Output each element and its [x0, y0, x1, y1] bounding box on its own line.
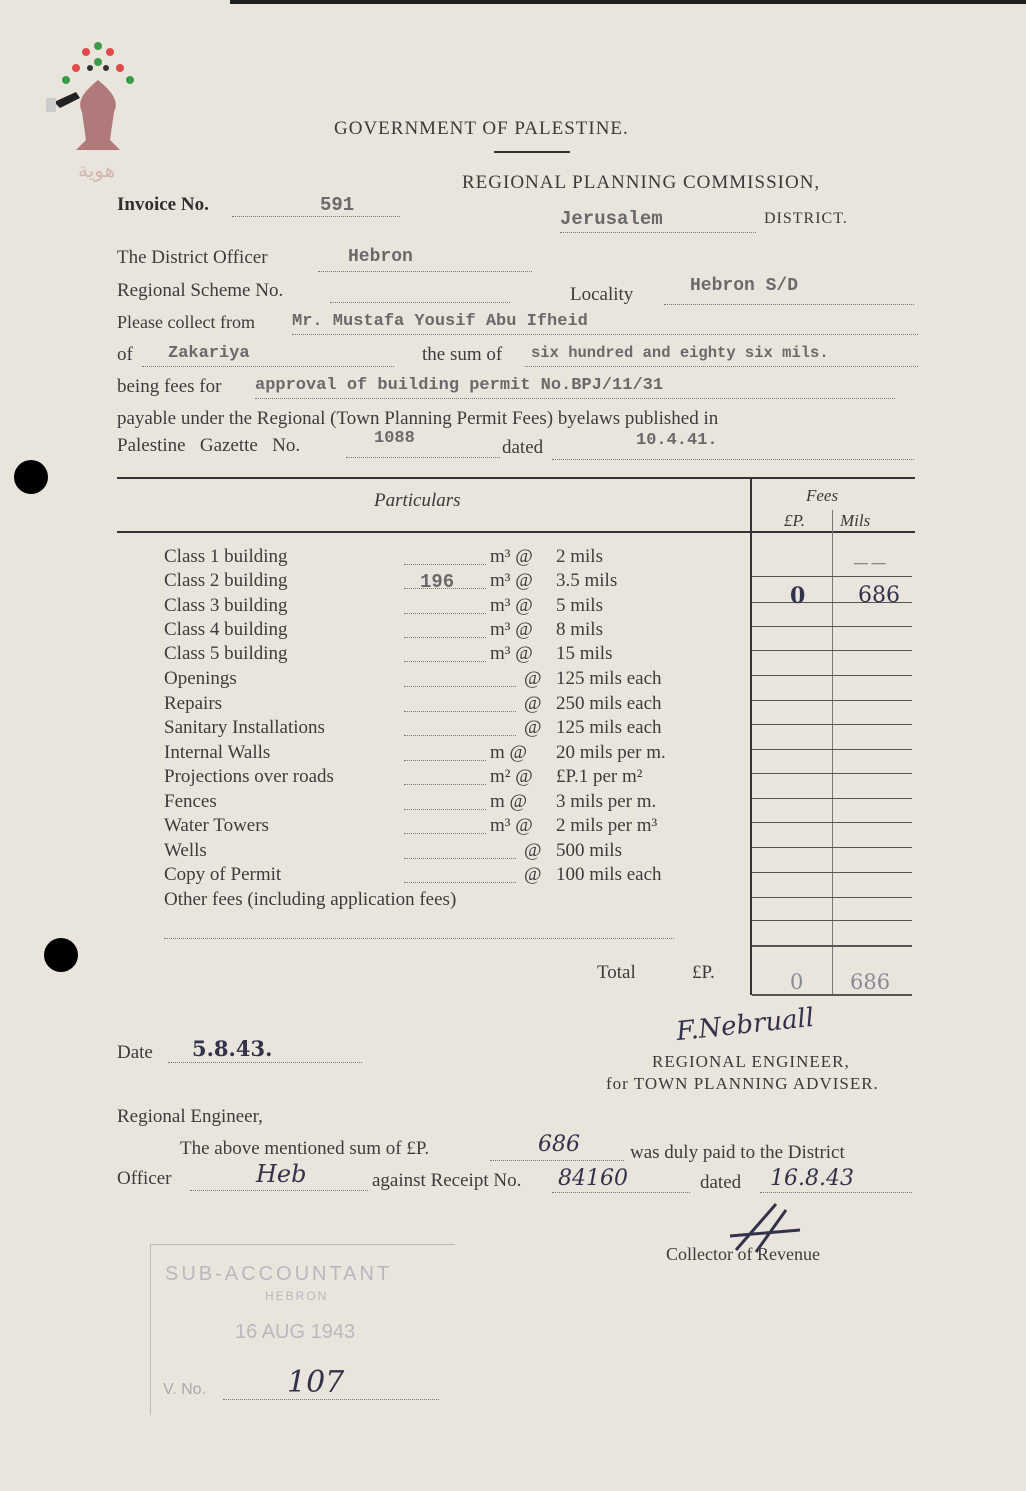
total-label: Total	[597, 962, 636, 983]
fees-for-label: being fees for	[117, 376, 222, 397]
district-officer-label: The District Officer	[117, 247, 268, 268]
unit-label: @	[524, 864, 542, 885]
paid-text-1: The above mentioned sum of £P.	[180, 1138, 430, 1159]
rate-label: 5 mils	[556, 595, 603, 616]
district-officer-value: Hebron	[348, 247, 413, 267]
district-value: Jerusalem	[560, 208, 663, 230]
officer-value: Heb	[256, 1160, 307, 1188]
unit-label: m³ @	[490, 595, 533, 616]
rate-label: 2 mils per m³	[556, 815, 658, 836]
quantity-dots	[404, 746, 486, 761]
date-label: Date	[117, 1042, 153, 1063]
fees-for-field	[255, 376, 895, 399]
paid-amount-field	[490, 1132, 624, 1161]
unit-label: m³ @	[490, 619, 533, 640]
invoice-label: Invoice No.	[117, 194, 209, 215]
receipt-dated-label: dated	[700, 1172, 742, 1193]
fee-grid-line	[752, 798, 912, 799]
collect-field	[292, 312, 918, 335]
fee-grid-line	[752, 847, 912, 848]
particular-name: Water Towers	[164, 815, 269, 836]
gazette-label: Palestine Gazette No.	[117, 435, 301, 456]
collector-label: Collector of Revenue	[666, 1244, 820, 1264]
fee-grid-line	[752, 700, 912, 701]
tree-logo-icon	[46, 40, 146, 160]
paid-amount-value: 686	[538, 1132, 580, 1157]
row1-mils: — —	[854, 556, 886, 571]
particular-name: Copy of Permit	[164, 864, 282, 885]
fees-divider	[750, 477, 752, 995]
rate-label: 2 mils	[556, 546, 603, 567]
stamp-line-1: SUB-ACCOUNTANT	[165, 1263, 393, 1285]
invoice-number-field	[232, 194, 400, 217]
particular-name: Internal Walls	[164, 742, 271, 763]
table-header-rule	[117, 531, 915, 533]
government-heading: GOVERNMENT OF PALESTINE.	[334, 118, 629, 139]
fee-total-rule	[752, 945, 912, 947]
fee-grid-line	[752, 749, 912, 750]
particular-name: Fences	[164, 791, 217, 812]
voucher-label: V. No.	[163, 1381, 206, 1398]
quantity-dots	[404, 770, 486, 785]
particular-name: Class 1 building	[164, 546, 288, 567]
accountant-stamp	[150, 1244, 455, 1415]
collect-value: Mr. Mustafa Yousif Abu Ifheid	[292, 312, 588, 331]
fee-grid-line	[752, 822, 912, 823]
heading-rule	[494, 151, 570, 153]
addressee: Regional Engineer,	[117, 1106, 263, 1127]
unit-label: m² @	[490, 766, 533, 787]
receipt-field	[552, 1166, 690, 1193]
gazette-value: 1088	[374, 429, 415, 448]
particular-name: Wells	[164, 840, 207, 861]
rate-label: 250 mils each	[556, 693, 662, 714]
locality-field	[664, 276, 914, 305]
engineer-signature: F.Nebruall	[674, 1002, 816, 1048]
fee-total-bottom-rule	[752, 994, 912, 996]
unit-label: @	[524, 668, 542, 689]
district-label: DISTRICT.	[764, 210, 848, 227]
punch-hole	[44, 938, 78, 972]
fee-grid-line	[752, 576, 912, 577]
quantity-dots	[404, 868, 516, 883]
quantity-dots	[404, 599, 486, 614]
fee-mils-value: 686	[858, 583, 900, 608]
mils-divider	[832, 510, 833, 995]
dated-label: dated	[502, 437, 544, 458]
quantity-value: 196	[420, 571, 455, 593]
rate-label: 20 mils per m.	[556, 742, 666, 763]
unit-label: @	[524, 840, 542, 861]
fee-grid-line	[752, 724, 912, 725]
unit-label: m³ @	[490, 546, 533, 567]
officer-label: Officer	[117, 1168, 172, 1189]
voucher-value: 107	[287, 1365, 345, 1400]
quantity-dots	[404, 672, 516, 687]
rate-label: 100 mils each	[556, 864, 662, 885]
sum-value: six hundred and eighty six mils.	[531, 344, 829, 362]
unit-label: @	[524, 693, 542, 714]
punch-hole	[14, 460, 48, 494]
unit-label: m @	[490, 791, 528, 812]
receipt-value: 84160	[558, 1166, 628, 1191]
sum-label: the sum of	[422, 344, 503, 365]
date-value: 5.8.43.	[192, 1036, 273, 1061]
particular-name: Sanitary Installations	[164, 717, 325, 738]
invoice-number-value: 591	[320, 194, 355, 216]
fee-lp-value: 0	[790, 583, 806, 609]
stamp-line-2: HEBRON	[265, 1289, 329, 1303]
logo-caption: هوية	[78, 158, 116, 182]
quantity-dots	[404, 721, 516, 736]
of-value: Zakariya	[168, 344, 250, 363]
of-field	[142, 344, 394, 367]
dated-value: 10.4.41.	[636, 431, 718, 450]
particular-name: Class 2 building	[164, 570, 288, 591]
locality-label: Locality	[570, 284, 634, 305]
fees-header: Fees	[806, 486, 839, 505]
stamp-line-3: 16 AUG 1943	[235, 1321, 356, 1343]
top-scan-edge	[230, 0, 1026, 4]
commission-heading: REGIONAL PLANNING COMMISSION,	[462, 172, 821, 193]
sum-field	[525, 344, 918, 367]
particular-name: Openings	[164, 668, 237, 689]
particular-name: Projections over roads	[164, 766, 334, 787]
mils-header: Mils	[840, 511, 871, 530]
dated-field	[552, 431, 914, 460]
payable-text: payable under the Regional (Town Planning Permit Fees) byelaws published in	[117, 408, 719, 429]
total-currency: £P.	[692, 962, 715, 983]
quantity-dots	[404, 795, 486, 810]
particular-name: Other fees (including application fees)	[164, 889, 457, 910]
fees-for-value: approval of building permit No.BPJ/11/31	[255, 376, 664, 395]
receipt-dated-value: 16.8.43	[770, 1166, 854, 1191]
scheme-field	[330, 280, 510, 303]
collect-label: Please collect from	[117, 312, 255, 332]
gazette-field	[346, 429, 500, 458]
rate-label: 15 mils	[556, 643, 613, 664]
receipt-label: against Receipt No.	[372, 1170, 522, 1191]
total-lp-value: 0	[790, 970, 804, 994]
unit-label: m³ @	[490, 570, 533, 591]
particular-name: Class 4 building	[164, 619, 288, 640]
date-field	[168, 1036, 362, 1063]
unit-label: m³ @	[490, 815, 533, 836]
other-fees-dotted-line	[164, 930, 674, 939]
rate-label: 3 mils per m.	[556, 791, 657, 812]
adviser-title: for TOWN PLANNING ADVISER.	[606, 1074, 879, 1093]
rate-label: £P.1 per m²	[556, 766, 643, 787]
total-mils-value: 686	[850, 970, 891, 994]
particular-name: Class 3 building	[164, 595, 288, 616]
engineer-title: REGIONAL ENGINEER,	[652, 1052, 850, 1071]
quantity-dots	[404, 550, 486, 565]
paid-text-2: was duly paid to the District	[630, 1142, 845, 1163]
officer-field	[190, 1160, 368, 1191]
lp-header: £P.	[784, 511, 805, 530]
quantity-dots	[404, 623, 486, 638]
particular-name: Class 5 building	[164, 643, 288, 664]
rate-label: 8 mils	[556, 619, 603, 640]
rate-label: 125 mils each	[556, 717, 662, 738]
of-label: of	[117, 344, 133, 365]
quantity-dots	[404, 844, 516, 859]
unit-label: m @	[490, 742, 528, 763]
particular-name: Repairs	[164, 693, 223, 714]
particulars-header: Particulars	[374, 490, 461, 511]
district-officer-field	[318, 247, 532, 272]
rate-label: 3.5 mils	[556, 570, 618, 591]
fee-grid-line	[752, 897, 912, 898]
quantity-dots	[404, 647, 486, 662]
fee-grid-line	[752, 872, 912, 873]
table-top-rule	[117, 477, 915, 479]
district-field	[560, 208, 756, 233]
receipt-dated-field	[760, 1166, 912, 1193]
fee-grid-line	[752, 773, 912, 774]
scheme-label: Regional Scheme No.	[117, 280, 284, 301]
unit-label: m³ @	[490, 643, 533, 664]
fee-grid-line	[752, 675, 912, 676]
fee-grid-line	[752, 920, 912, 921]
unit-label: @	[524, 717, 542, 738]
fee-grid-line	[752, 650, 912, 651]
voucher-field	[223, 1365, 439, 1400]
quantity-dots	[404, 819, 486, 834]
quantity-dots	[404, 697, 516, 712]
fee-grid-line	[752, 626, 912, 627]
rate-label: 125 mils each	[556, 668, 662, 689]
locality-value: Hebron S/D	[690, 276, 799, 296]
rate-label: 500 mils	[556, 840, 622, 861]
